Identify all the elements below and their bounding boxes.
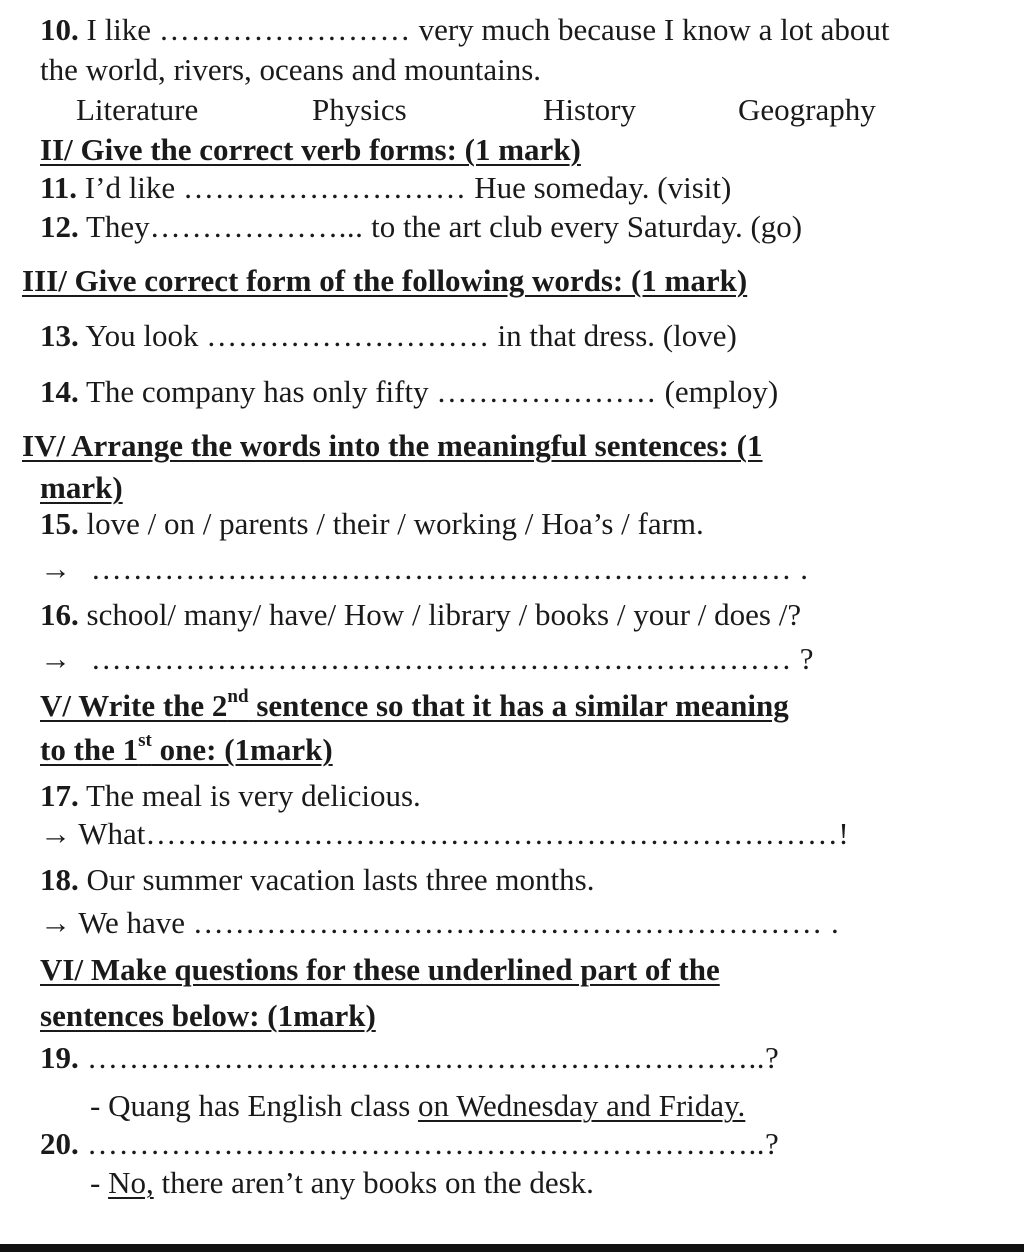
question-15 [40, 508, 704, 539]
question-text: Our summer vacation lasts three months. [78, 862, 595, 897]
question-number: 12. [40, 209, 79, 244]
question-text: (employ) [656, 374, 779, 409]
answer-lead: What [71, 816, 146, 851]
question-20 [40, 1128, 779, 1159]
answer-18 [40, 907, 839, 938]
section-heading-3: III/ Give correct form of the following words: (1 mark) [22, 263, 748, 298]
question-16 [40, 599, 801, 630]
option-literature[interactable]: Literature [76, 92, 199, 127]
section-heading-5-line2 [40, 730, 333, 767]
question-17 [40, 780, 421, 811]
heading-text: sentence so that it has a similar meaning [248, 688, 789, 723]
answer-blank[interactable]: ………………… [436, 374, 657, 409]
question-number: 16. [40, 597, 79, 632]
question-10-line2: the world, rivers, oceans and mountains. [40, 52, 542, 87]
section-heading-4-line2: mark) [40, 470, 123, 505]
question-10 [40, 14, 889, 45]
dash: - [90, 1088, 109, 1123]
answer-19-sentence [90, 1090, 745, 1121]
question-text: in that dress. (love) [489, 318, 737, 353]
arrow-icon: → [40, 816, 71, 851]
question-text: school/ many/ have/ How / library / books / your / does /? [78, 597, 802, 632]
answer-end: ? [765, 1126, 779, 1161]
question-text: I like [78, 12, 159, 47]
answer-16 [40, 643, 814, 674]
question-text: Hue someday. (visit) [466, 170, 732, 205]
word-options [0, 94, 1024, 128]
question-19 [40, 1042, 779, 1073]
answer-end: ! [838, 816, 849, 851]
section-heading-6: VI/ Make questions for these underlined part of the [40, 952, 720, 987]
section-heading-6-line2: sentences below: (1mark) [40, 998, 376, 1033]
answer-blank[interactable]: ……………………… [206, 318, 490, 353]
question-text: to the art club every Saturday. (go) [363, 209, 803, 244]
arrow-icon: → [40, 905, 71, 940]
heading-text: V/ Write the 2 [40, 688, 228, 723]
question-12 [40, 211, 802, 242]
underlined-part: No, [108, 1165, 154, 1200]
answer-17 [40, 818, 849, 849]
question-number: 19. [40, 1040, 79, 1075]
question-14 [40, 376, 778, 407]
question-number: 15. [40, 506, 79, 541]
question-number: 17. [40, 778, 79, 813]
question-text: love / on / parents / their / working / Hoa’s / farm. [78, 506, 704, 541]
answer-20-sentence [90, 1167, 594, 1198]
question-18 [40, 864, 594, 895]
question-number: 13. [40, 318, 79, 353]
sentence-text: Quang has English class [108, 1088, 419, 1123]
answer-blank[interactable]: ……………………………………………………….. [78, 1040, 765, 1075]
section-heading-2: II/ Give the correct verb forms: (1 mark) [40, 132, 581, 167]
answer-lead: We have [71, 905, 193, 940]
arrow-icon: → [40, 641, 71, 676]
underlined-part: on Wednesday and Friday. [418, 1088, 746, 1123]
answer-blank[interactable]: ………………………………………………………… [145, 816, 839, 851]
heading-text: one: (1mark) [151, 732, 333, 767]
page-bottom-border [0, 1244, 1024, 1252]
heading-text: to the 1 [40, 732, 139, 767]
question-11 [40, 172, 731, 203]
answer-blank[interactable]: …………………… [158, 12, 411, 47]
question-13 [40, 320, 737, 351]
answer-blank[interactable]: …………….…………………………………………… . [90, 551, 809, 586]
answer-blank[interactable]: ………………... [149, 209, 364, 244]
heading-superscript: st [138, 730, 152, 751]
section-heading-5 [40, 686, 789, 723]
option-geography[interactable]: Geography [738, 92, 876, 127]
option-physics[interactable]: Physics [312, 92, 407, 127]
question-number: 11. [40, 170, 78, 205]
heading-superscript: nd [227, 686, 249, 707]
option-history[interactable]: History [543, 92, 636, 127]
question-text: The company has only fifty [78, 374, 437, 409]
question-number: 10. [40, 12, 79, 47]
question-number: 20. [40, 1126, 79, 1161]
question-number: 18. [40, 862, 79, 897]
answer-blank[interactable]: ……………………… [182, 170, 467, 205]
question-number: 14. [40, 374, 79, 409]
question-text: The meal is very delicious. [78, 778, 421, 813]
answer-blank[interactable]: ……………………………………………………….. [78, 1126, 765, 1161]
answer-15 [40, 553, 809, 584]
question-text: very much because I know a lot about [410, 12, 890, 47]
answer-blank[interactable]: …………….…………………………………………… [90, 641, 792, 676]
answer-end: ? [765, 1040, 779, 1075]
answer-blank[interactable]: …………………………………………………… . [192, 905, 840, 940]
question-text: They [78, 209, 150, 244]
section-heading-4: IV/ Arrange the words into the meaningful sentences: (1 [22, 428, 763, 463]
question-text: You look [78, 318, 207, 353]
answer-end: ? [792, 641, 814, 676]
sentence-text: there aren’t any books on the desk. [153, 1165, 594, 1200]
dash: - [90, 1165, 109, 1200]
arrow-icon: → [40, 551, 71, 586]
question-text: I’d like [77, 170, 183, 205]
